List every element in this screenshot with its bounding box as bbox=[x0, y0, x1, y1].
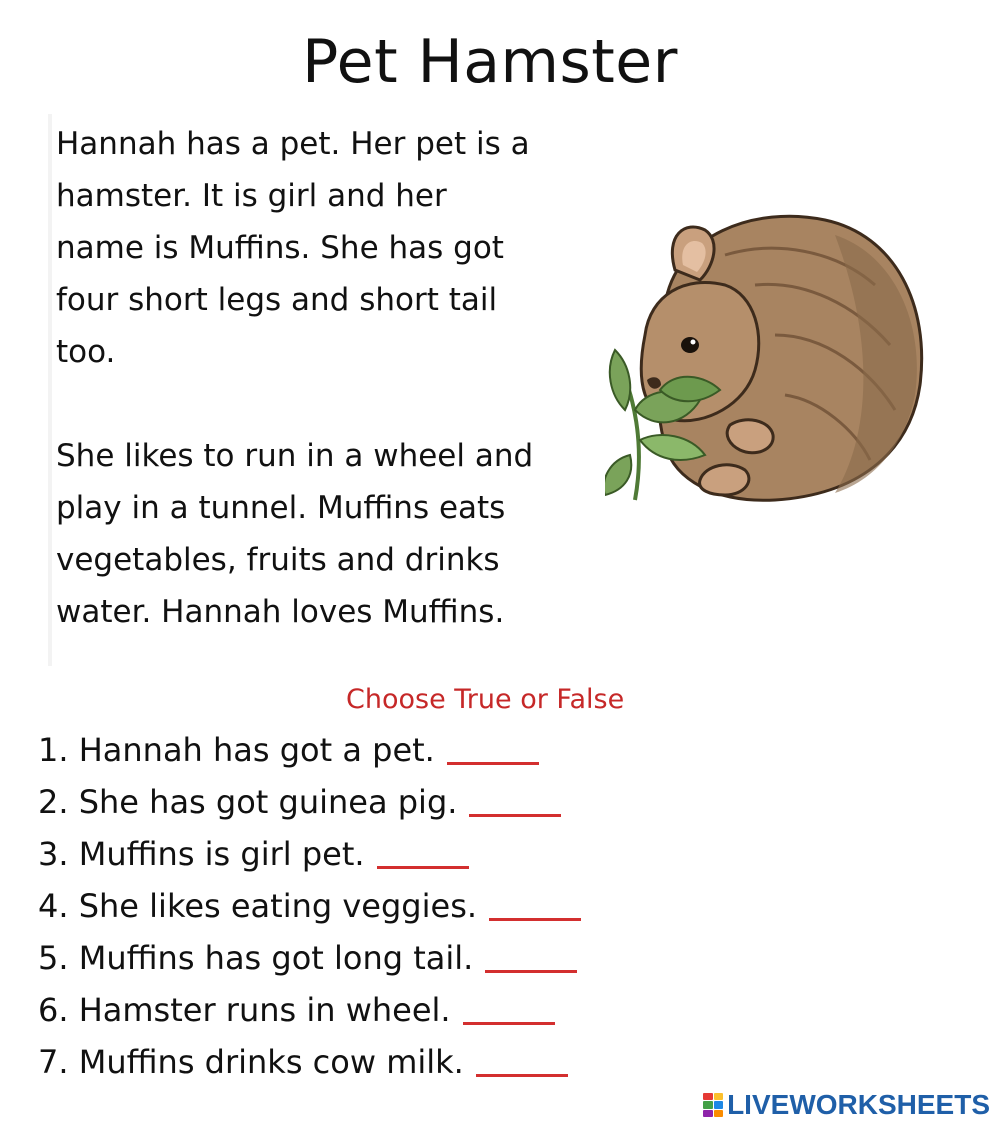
liveworksheets-brand[interactable] bbox=[703, 1091, 990, 1119]
logo-tile bbox=[714, 1093, 724, 1100]
logo-tile bbox=[703, 1101, 713, 1108]
hamster-paw bbox=[727, 420, 773, 453]
story-line: name is Muffins. She has got bbox=[56, 230, 504, 266]
leaf bbox=[610, 350, 630, 410]
question-item bbox=[38, 1036, 581, 1088]
question-item bbox=[38, 724, 581, 776]
answer-blank[interactable] bbox=[447, 760, 539, 765]
question-text: 2. She has got guinea pig. bbox=[38, 783, 458, 821]
story-paragraph-1 bbox=[56, 118, 596, 378]
logo-tile bbox=[714, 1110, 724, 1117]
leaf bbox=[605, 455, 631, 495]
answer-blank[interactable] bbox=[463, 1020, 555, 1025]
answer-blank[interactable] bbox=[485, 968, 577, 973]
story-line: Hannah has a pet. Her pet is a bbox=[56, 126, 530, 162]
question-item bbox=[38, 984, 581, 1036]
question-text: 5. Muffins has got long tail. bbox=[38, 939, 474, 977]
brand-name: LIVEWORKSHEETS bbox=[727, 1089, 990, 1120]
answer-blank[interactable] bbox=[377, 864, 469, 869]
question-text: 6. Hamster runs in wheel. bbox=[38, 991, 451, 1029]
liveworksheets-logo-icon bbox=[703, 1093, 723, 1117]
instruction-text: Choose True or False bbox=[346, 684, 625, 715]
hamster-eating-leaves-illustration bbox=[605, 195, 935, 530]
story-line: too. bbox=[56, 334, 116, 370]
answer-blank[interactable] bbox=[489, 916, 581, 921]
question-item bbox=[38, 932, 581, 984]
question-text: 7. Muffins drinks cow milk. bbox=[38, 1043, 464, 1081]
hamster-eye-shine bbox=[691, 340, 696, 345]
answer-blank[interactable] bbox=[476, 1072, 568, 1077]
question-item bbox=[38, 776, 581, 828]
logo-tile bbox=[703, 1093, 713, 1100]
hamster-paw bbox=[700, 465, 749, 495]
story-line: She likes to run in a wheel and bbox=[56, 438, 534, 474]
question-text: 1. Hannah has got a pet. bbox=[38, 731, 435, 769]
reading-margin-shade bbox=[48, 114, 52, 666]
story-line: play in a tunnel. Muffins eats bbox=[56, 490, 506, 526]
story-line: four short legs and short tail bbox=[56, 282, 498, 318]
logo-tile bbox=[703, 1110, 713, 1117]
question-item bbox=[38, 880, 581, 932]
question-item bbox=[38, 828, 581, 880]
story-paragraph-2 bbox=[56, 430, 596, 638]
true-false-question-list bbox=[38, 724, 581, 1088]
question-text: 4. She likes eating veggies. bbox=[38, 887, 478, 925]
story-line: hamster. It is girl and her bbox=[56, 178, 447, 214]
question-text: 3. Muffins is girl pet. bbox=[38, 835, 365, 873]
logo-tile bbox=[714, 1101, 724, 1108]
story-line: vegetables, fruits and drinks bbox=[56, 542, 500, 578]
answer-blank[interactable] bbox=[469, 812, 561, 817]
hamster-eye bbox=[681, 337, 699, 353]
story-line: water. Hannah loves Muffins. bbox=[56, 594, 505, 630]
page-title: Pet Hamster bbox=[302, 27, 678, 97]
